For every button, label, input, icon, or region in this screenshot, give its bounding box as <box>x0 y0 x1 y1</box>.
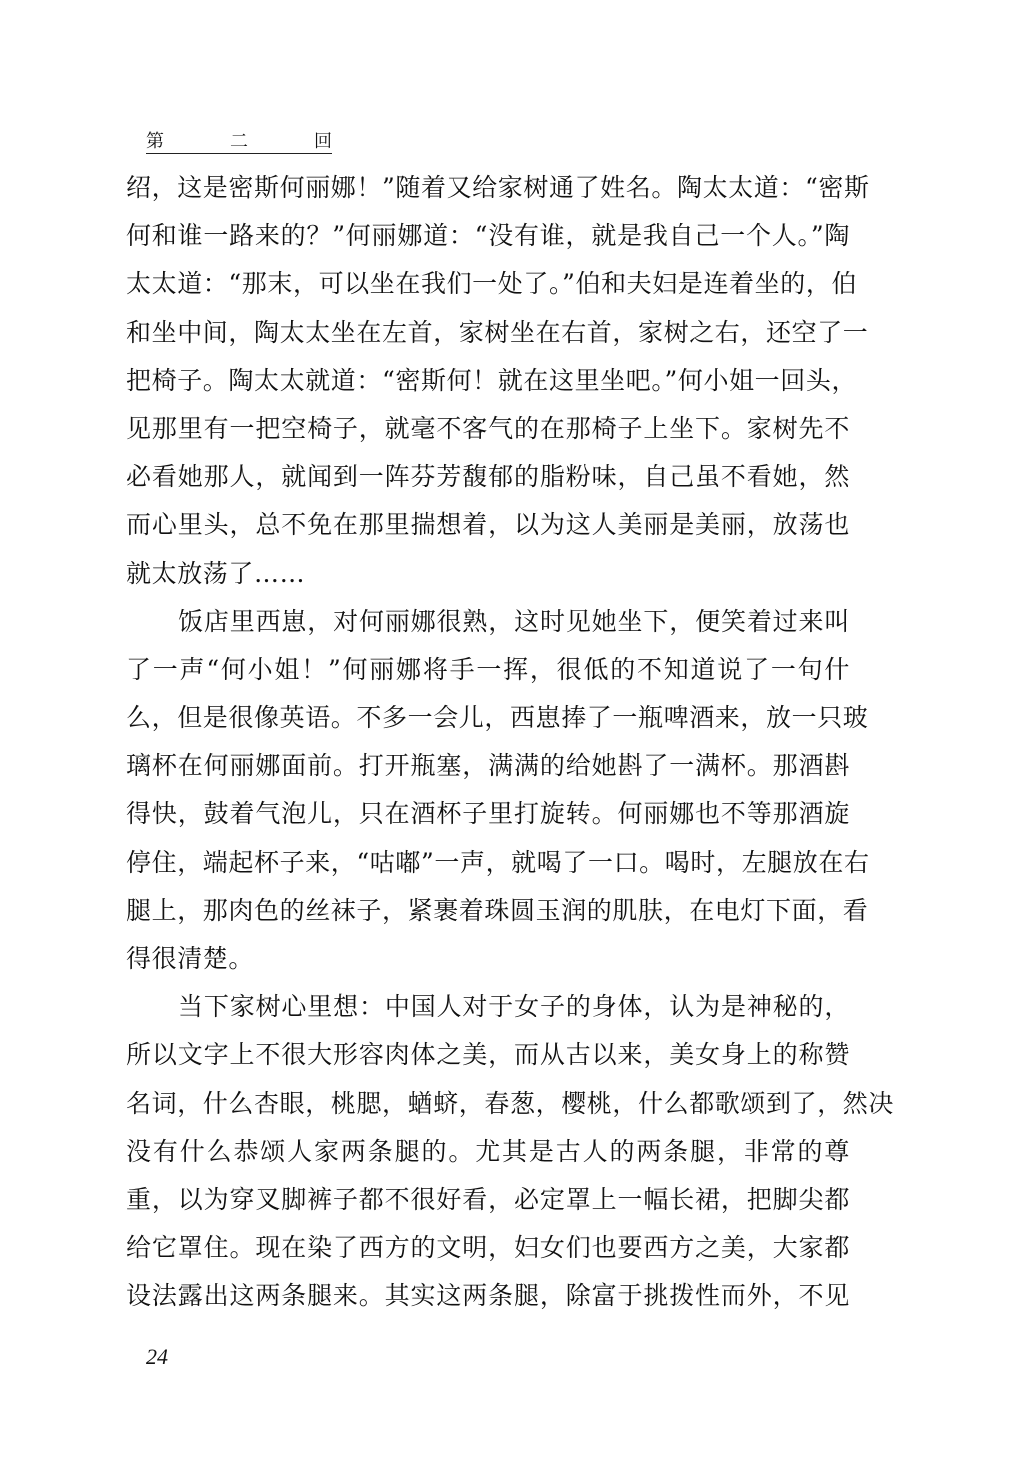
text-line: 必看她那人，就闻到一阵芬芳馥郁的脂粉味，自己虽不看她，然 <box>126 462 850 492</box>
body-text <box>126 164 895 1321</box>
text-line: 太太道：“那末，可以坐在我们一处了。”伯和夫妇是连着坐的，伯 <box>126 269 858 299</box>
text-line: 就太放荡了…… <box>126 558 306 588</box>
text-line: 所以文字上不很大形容肉体之美，而从古以来，美女身上的称赞 <box>126 1040 850 1070</box>
text-line: 得很清楚。 <box>126 944 255 973</box>
text-line: 没有什么恭颂人家两条腿的。尤其是古人的两条腿，非常的尊 <box>126 1136 850 1166</box>
text-line: 了一声“何小姐！”何丽娜将手一挥，很低的不知道说了一句什 <box>126 654 850 684</box>
text-line: 腿上，那肉色的丝袜子，紧裹着珠圆玉润的肌肤，在电灯下面，看 <box>126 895 869 925</box>
text-line-indented: 饭店里西崽，对何丽娜很熟，这时见她坐下，便笑着过来叫 <box>178 606 850 636</box>
text-line: 何和谁一路来的？”何丽娜道：“没有谁，就是我自己一个人。”陶 <box>126 221 850 251</box>
text-line: 而心里头，总不免在那里揣想着，以为这人美丽是美丽，放荡也 <box>126 510 850 540</box>
running-head-char-2: 二 <box>230 131 248 152</box>
text-line: 设法露出这两条腿来。其实这两条腿，除富于挑拨性而外，不见 <box>126 1281 850 1311</box>
text-line: 绍，这是密斯何丽娜！”随着又给家树通了姓名。陶太太道：“密斯 <box>126 173 870 202</box>
running-head-char-3: 回 <box>314 131 332 152</box>
running-head <box>146 126 332 154</box>
page-number: 24 <box>146 1344 168 1369</box>
text-line: 给它罩住。现在染了西方的文明，妇女们也要西方之美，大家都 <box>126 1233 850 1263</box>
text-line: 见那里有一把空椅子，就毫不客气的在那椅子上坐下。家树先不 <box>126 413 850 443</box>
text-line: 璃杯在何丽娜面前。打开瓶塞，满满的给她斟了一满杯。那酒斟 <box>126 751 850 781</box>
text-line: 得快，鼓着气泡儿，只在酒杯子里打旋转。何丽娜也不等那酒旋 <box>126 799 850 829</box>
running-head-char-1: 第 <box>146 131 164 152</box>
text-line: 重，以为穿叉脚裤子都不很好看，必定罩上一幅长裙，把脚尖都 <box>126 1184 850 1214</box>
text-line: 和坐中间，陶太太坐在左首，家树坐在右首，家树之右，还空了一 <box>126 317 869 347</box>
text-line-indented: 当下家树心里想：中国人对于女子的身体，认为是神秘的， <box>178 992 850 1022</box>
text-line: 名词，什么杏眼，桃腮，蝤蛴，春葱，樱桃，什么都歌颂到了，然决 <box>126 1088 895 1118</box>
text-line: 把椅子。陶太太就道：“密斯何！就在这里坐吧。”何小姐一回头， <box>126 365 858 395</box>
text-line: 停住，端起杯子来，“咕嘟”一声，就喝了一口。喝时，左腿放在右 <box>126 847 870 877</box>
text-line: 么，但是很像英语。不多一会儿，西崽捧了一瓶啤酒来，放一只玻 <box>126 703 869 733</box>
